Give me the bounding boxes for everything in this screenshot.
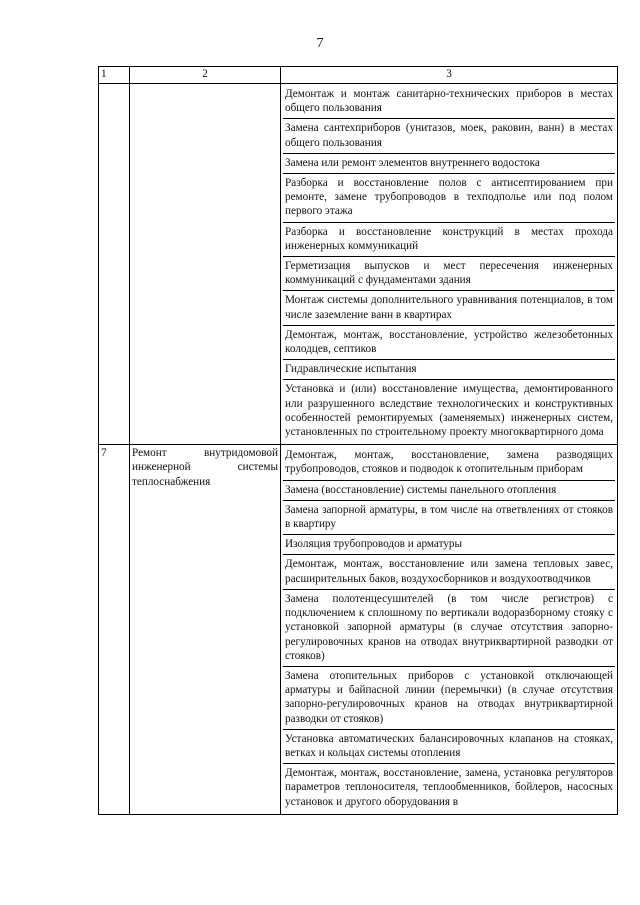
work-item: Замена отопительных приборов с установкой отключающей арматуры и байпасной линии (перемычки) (в случае отсутствия запорно-регулировочных кранов на отводах внутриквартирной разводки от стояков) <box>283 667 615 730</box>
work-item: Разборка и восстановление конструкций в местах прохода инженерных коммуникаций <box>283 223 615 257</box>
work-item: Демонтаж и монтаж санитарно-технических приборов в местах общего пользования <box>283 85 615 119</box>
row-number <box>99 84 130 445</box>
work-item: Замена или ремонт элементов внутреннего водостока <box>283 154 615 174</box>
works-list <box>281 445 618 814</box>
work-item: Демонтаж, монтаж, восстановление, устройство железобетонных колодцев, септиков <box>283 326 615 360</box>
work-item: Установка и (или) восстановление имущества, демонтированного или разрушенного вследствие технологических и конструктивных особенностей ремонтируемых (заменяемых) инженерных систем, установленных по строительному проекту многоквартирного дома <box>285 383 613 439</box>
row-title <box>130 84 281 445</box>
table-row <box>99 84 618 445</box>
work-item: Замена полотенцесушителей (в том числе регистров) с подключением к сплошному по вертикали водоразборному стояку с установкой запорной арматуры (в случае отсутствия запорно-регулировочных кранов на отводах внутриквартирной разводки от стояков) <box>283 590 615 667</box>
work-item: Разборка и восстановление полов с антисептированием при ремонте, замене трубопроводов в техподполье или под полом первого этажа <box>283 174 615 223</box>
work-item: Установка автоматических балансировочных клапанов на стояках, ветках и кольцах системы отопления <box>283 730 615 764</box>
works-table <box>98 66 618 815</box>
work-item: Замена (восстановление) системы панельного отопления <box>283 481 615 501</box>
work-item: Демонтаж, монтаж, восстановление, замена, установка регуляторов параметров теплоносителя, теплообменников, бойлеров, насосных установок и другого оборудования в <box>285 767 613 808</box>
work-item: Герметизация выпусков и мест пересечения инженерных коммуникаций с фундаментами здания <box>283 257 615 291</box>
work-item: Замена сантехприборов (унитазов, моек, раковин, ванн) в местах общего пользования <box>283 119 615 153</box>
row-number: 7 <box>99 445 130 814</box>
work-item: Изоляция трубопроводов и арматуры <box>283 535 615 555</box>
header-col-1: 1 <box>99 67 130 84</box>
work-item: Замена запорной арматуры, в том числе на ответвлениях от стояков в квартиру <box>283 501 615 535</box>
works-list <box>281 84 618 445</box>
work-item: Монтаж системы дополнительного уравнивания потенциалов, в том числе заземление ванн в квартирах <box>283 291 615 325</box>
row-title: Ремонт внутридомовой инженерной системы теплоснабжения <box>130 445 281 814</box>
work-item: Демонтаж, монтаж, восстановление или замена тепловых завес, расширительных баков, воздухосборников и воздухоотводчиков <box>283 555 615 589</box>
table-body <box>99 84 618 815</box>
work-item: Демонтаж, монтаж, восстановление, замена разводящих трубопроводов, стояков и подводок к отопительным приборам <box>283 446 615 480</box>
header-col-3: 3 <box>281 67 618 84</box>
work-item: Гидравлические испытания <box>283 360 615 380</box>
table-row <box>99 445 618 814</box>
header-col-2: 2 <box>130 67 281 84</box>
page-number: 7 <box>316 36 324 51</box>
table-header-row <box>99 67 618 84</box>
